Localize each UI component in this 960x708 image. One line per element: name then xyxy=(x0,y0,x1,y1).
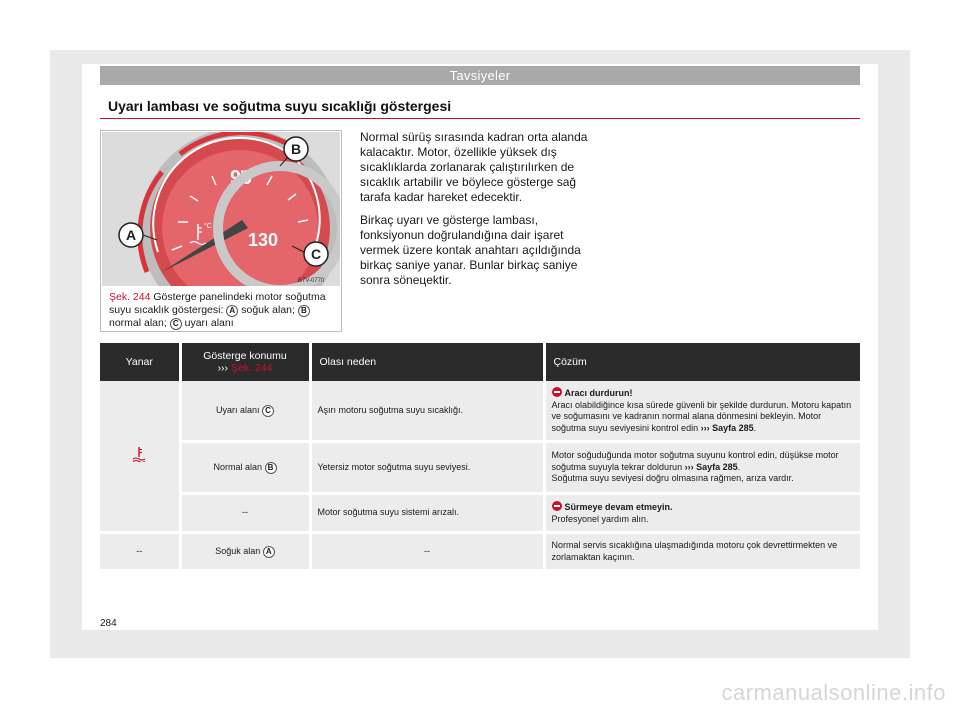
warning-table xyxy=(100,343,860,572)
solution-cell: Motor soğuduğunda motor soğutma suyunu kontrol edin, düşükse motor soğutma suyuyla tekrar doldurun ››› Sayfa 285. Soğutma suyu seviyesi doğru olmasına rağmen, arıza vardır. xyxy=(544,442,860,494)
figure-number: Şek. 244 xyxy=(109,291,151,303)
table-row xyxy=(100,533,860,571)
heading-divider xyxy=(100,118,860,119)
stop-icon xyxy=(552,387,562,397)
page-number: 284 xyxy=(100,618,117,629)
callout-marker-a: A xyxy=(263,546,275,558)
cause-cell: Aşırı motoru soğutma suyu sıcaklığı. xyxy=(310,381,544,442)
page-reference-link[interactable]: ››› Sayfa 285 xyxy=(700,422,754,433)
position-cell: Uyarı alanı C xyxy=(180,381,310,442)
coolant-gauge-illustration xyxy=(102,132,340,286)
position-cell: Soğuk alan A xyxy=(180,533,310,571)
svg-text:C: C xyxy=(311,246,322,262)
svg-text:°C: °C xyxy=(204,223,212,230)
section-title-bar: Tavsiyeler xyxy=(100,66,860,85)
coolant-warning-icon xyxy=(132,446,146,462)
table-row xyxy=(100,381,860,442)
header-lamp: Yanar xyxy=(100,343,180,381)
body-text xyxy=(360,130,604,296)
callout-marker-a: A xyxy=(226,305,238,317)
lamp-cell xyxy=(100,381,180,533)
svg-text:A: A xyxy=(126,227,137,243)
watermark: carmanualsonline.info xyxy=(721,680,946,705)
gauge-label-130: 130 xyxy=(248,230,279,250)
page-reference-link[interactable]: ››› Sayfa 285 xyxy=(684,461,738,472)
solution-cell: Normal servis sıcaklığına ulaşmadığında motoru çok devrettirmekten ve zorlamaktan kaçının. xyxy=(544,533,860,571)
callout-marker-b: B xyxy=(265,462,277,474)
cause-cell: Yetersiz motor soğutma suyu seviyesi. xyxy=(310,442,544,494)
table-row xyxy=(100,494,860,533)
position-cell: Normal alan B xyxy=(180,442,310,494)
figure-reference-link[interactable]: Şek. 244 xyxy=(228,362,273,374)
gauge-figure xyxy=(102,132,340,286)
header-position: Gösterge konumu ››› Şek. 244 xyxy=(180,343,310,381)
stop-icon xyxy=(552,501,562,511)
table-header-row xyxy=(100,343,860,381)
figure-code: B7V-0770 xyxy=(298,278,325,284)
header-cause: Olası neden xyxy=(310,343,544,381)
cause-cell: -- xyxy=(310,533,544,571)
cause-cell: Motor soğutma suyu sistemi arızalı. xyxy=(310,494,544,533)
gauge-label-90: 90 xyxy=(230,167,253,189)
figure-box xyxy=(100,130,342,332)
header-solution: Çözüm xyxy=(544,343,860,381)
solution-cell: Sürmeye devam etmeyin. Profesyonel yardım alın. xyxy=(544,494,860,533)
figure-caption: Şek. 244 Gösterge panelindeki motor soğutma suyu sıcaklık göstergesi: A soğuk alan; B normal alan; C uyarı alanı xyxy=(109,291,326,329)
body-paragraph-1: Normal sürüş sırasında kadran orta alanda kalacaktır. Motor, özellikle yüksek dış sıcaklıklarda zorlanarak çalıştırılırken de sıcaklık artabilir ve böylece gösterge sağ tarafa kadar hareket edecektir. xyxy=(360,130,588,204)
table-row xyxy=(100,442,860,494)
page-heading: Uyarı lambası ve soğutma suyu sıcaklığı göstergesi xyxy=(108,98,452,114)
callout-marker-c: C xyxy=(170,318,182,330)
callout-marker-c: C xyxy=(262,405,274,417)
position-cell: -- xyxy=(180,494,310,533)
body-paragraph-2: Birkaç uyarı ve gösterge lambası, fonksiyonun doğrulandığına dair işaret vermek üzere kontak anahtarı açıldığında birkaç saniye yanar. Bunlar birkaç saniye sonra söneцektir. xyxy=(360,213,581,287)
lamp-cell: -- xyxy=(100,533,180,571)
callout-marker-b: B xyxy=(298,305,310,317)
svg-text:B: B xyxy=(291,141,302,157)
solution-cell: Aracı durdurun! Aracı olabildiğince kısa sürede güvenli bir şekilde durdurun. Motoru kapatın ve soğumasını ve kadranın normal alana dönmesini bekleyin. Motor soğutma suyu seviyesini kontrol edin ››› Sayfa 285. xyxy=(544,381,860,442)
